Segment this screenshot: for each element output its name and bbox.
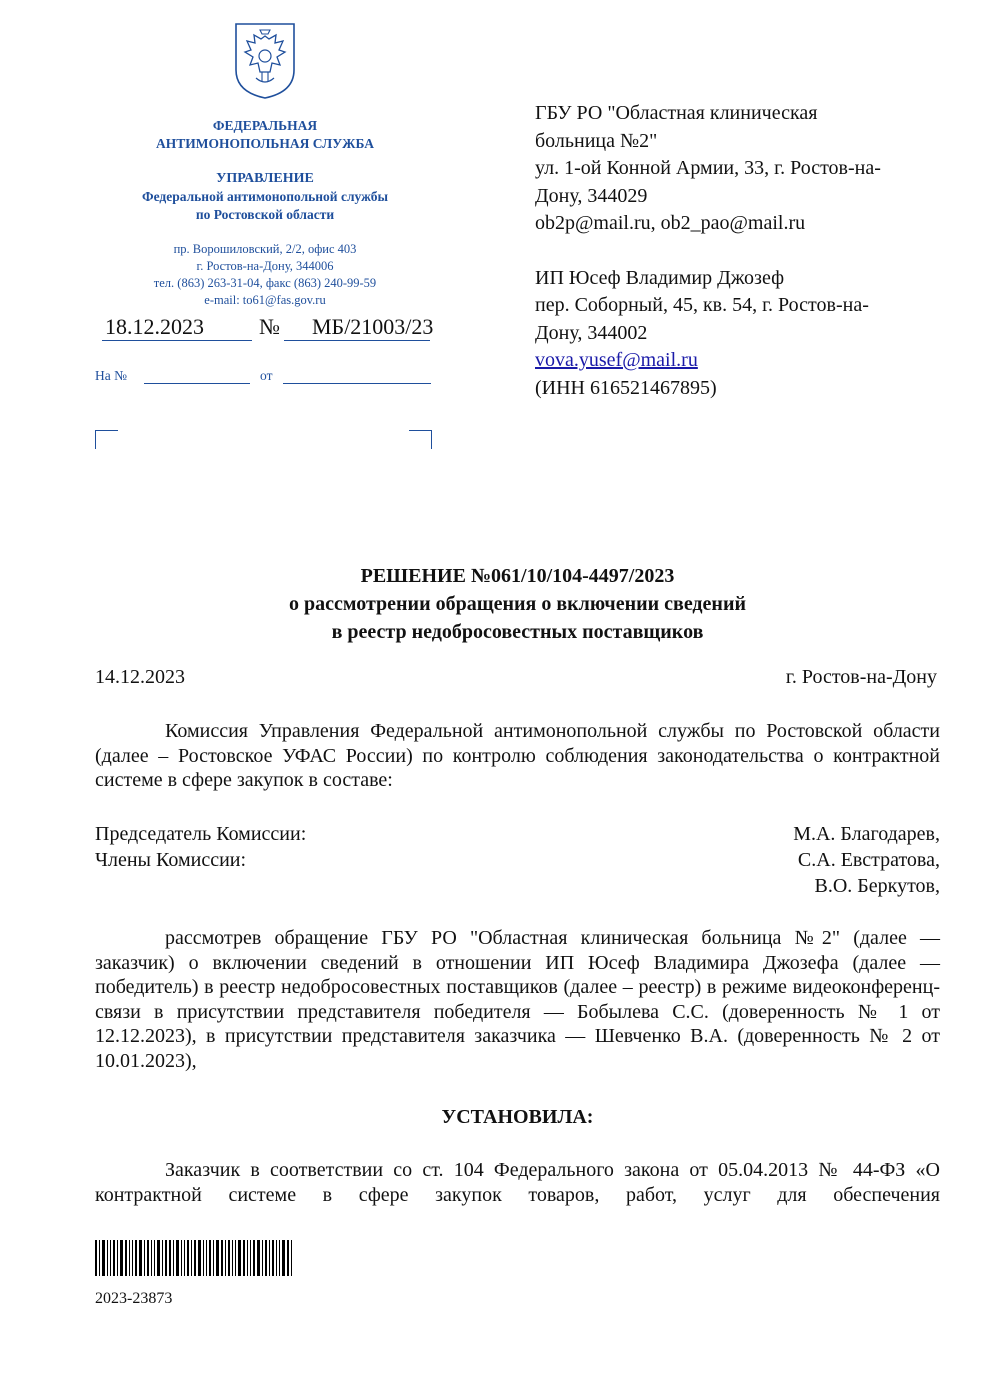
barcode-bar (279, 1240, 280, 1276)
barcode-number: 2023-23873 (95, 1290, 173, 1307)
incoming-number-label: На № (95, 368, 127, 383)
barcode-bar (144, 1240, 145, 1276)
barcode-bar (272, 1240, 274, 1276)
dept-line-2: Федеральной антимонопольной службы (141, 189, 389, 204)
barcode-bar (162, 1240, 163, 1276)
decision-title-line-3: в реестр недобросовестных поставщиков (331, 621, 704, 643)
recipient-line-2: больница №2" (535, 129, 658, 152)
barcode-bar (181, 1240, 182, 1276)
incoming-number-line (144, 383, 250, 384)
members-label: Члены Комиссии: (95, 849, 247, 871)
decision-date: 14.12.2023 (95, 666, 185, 688)
recipient-line-8: Дону, 344002 (535, 321, 648, 344)
commission-labels (95, 821, 306, 873)
barcode (95, 1240, 295, 1276)
barcode-bar (262, 1240, 263, 1276)
barcode-bar (132, 1240, 133, 1276)
address-corner-left (95, 430, 118, 449)
dept-line-3: по Ростовской области (195, 207, 335, 222)
barcode-bar (129, 1240, 130, 1276)
registration-no-sign: № (259, 314, 280, 339)
org-line-2: АНТИМОНОПОЛЬНАЯ СЛУЖБА (156, 136, 374, 151)
barcode-bar (139, 1240, 142, 1276)
barcode-bar (225, 1240, 226, 1276)
org-name (95, 117, 435, 153)
considered-paragraph: рассмотрев обращение ГБУ РО "Областная клиническая больница №2" (далее — заказчик) о включении сведений в отношении ИП Юсеф Владимира Джозефа (далее — победитель) в реестр недобросовестных поставщиков (далее – реестр) в режиме видеоконференц-связи в присутствии представителя победителя — Бобылева С.С. (доверенность № 1 от 12.12.2023), в присутствии представителя заказчика — Шевченко В.А. (доверенность № 2 от 10.01.2023), (95, 927, 940, 1072)
recipient-line-7: пер. Соборный, 45, кв. 54, г. Ростов-на- (535, 294, 869, 316)
coat-of-arms-icon (232, 22, 298, 100)
incoming-date-label: от (260, 368, 273, 383)
barcode-bar (257, 1240, 260, 1276)
barcode-bar (135, 1240, 137, 1276)
barcode-bar (191, 1240, 192, 1276)
barcode-bar (232, 1240, 233, 1276)
barcode-bar (110, 1240, 111, 1276)
barcode-bar (228, 1240, 230, 1276)
barcode-bar (117, 1240, 118, 1276)
barcode-bar (194, 1240, 196, 1276)
barcode-bar (151, 1240, 152, 1276)
member-name-2: В.О. Беркутов, (814, 875, 940, 897)
chair-name: М.А. Благодарев, (793, 823, 940, 845)
barcode-bar (95, 1240, 97, 1276)
decision-title-line-1: РЕШЕНИЕ №061/10/104-4497/2023 (360, 565, 675, 587)
barcode-bar (269, 1240, 270, 1276)
barcode-bar (213, 1240, 214, 1276)
barcode-bar (253, 1240, 255, 1276)
barcode-bar (203, 1240, 204, 1276)
addr-line-1: пр. Ворошиловский, 2/2, офис 403 (173, 242, 357, 256)
barcode-bar (276, 1240, 277, 1276)
barcode-bar (120, 1240, 123, 1276)
established-heading: УСТАНОВИЛА: (441, 1106, 594, 1128)
barcode-bar (107, 1240, 108, 1276)
barcode-bar (243, 1240, 245, 1276)
barcode-bar (238, 1240, 241, 1276)
incoming-date-line (283, 383, 431, 384)
barcode-bar (187, 1240, 189, 1276)
barcode-bar (176, 1240, 179, 1276)
barcode-bar (209, 1240, 211, 1276)
department-name (95, 170, 435, 224)
org-line-1: ФЕДЕРАЛЬНАЯ (212, 118, 318, 133)
barcode-bar (125, 1240, 127, 1276)
barcode-bar (99, 1240, 100, 1276)
barcode-bar (147, 1240, 149, 1276)
barcode-bar (184, 1240, 185, 1276)
recipient-block (535, 100, 955, 402)
last-paragraph: Заказчик в соответствии со ст. 104 Федерального закона от 05.04.2013 № 44-ФЗ «О контрактной системе в сфере закупок товаров, работ, услуг для обеспечения (95, 1159, 940, 1206)
barcode-bar (250, 1240, 251, 1276)
barcode-bar (265, 1240, 267, 1276)
barcode-bar (221, 1240, 223, 1276)
department-address (95, 241, 435, 309)
chair-label: Председатель Комиссии: (95, 823, 307, 845)
barcode-bar (102, 1240, 105, 1276)
barcode-bar (165, 1240, 167, 1276)
barcode-bar (198, 1240, 201, 1276)
addr-line-4: e-mail: to61@fas.gov.ru (204, 293, 326, 307)
barcode-bar (247, 1240, 248, 1276)
decision-city: г. Ростов-на-Дону (785, 666, 937, 688)
barcode-bar (154, 1240, 155, 1276)
recipient-inn: (ИНН 616521467895) (535, 376, 717, 399)
barcode-bar (282, 1240, 285, 1276)
barcode-bar (287, 1240, 289, 1276)
recipient-line-1: ГБУ РО "Областная клиническая (535, 102, 818, 124)
addr-line-3: тел. (863) 263-31-04, факс (863) 240-99-59 (153, 276, 377, 290)
barcode-bar (235, 1240, 236, 1276)
member-name-1: С.А. Евстратова, (797, 849, 940, 871)
barcode-bar (169, 1240, 171, 1276)
barcode-bar (206, 1240, 207, 1276)
barcode-bar (157, 1240, 160, 1276)
recipient-line-5: ob2p@mail.ru, ob2_pao@mail.ru (535, 212, 806, 234)
decision-title (95, 562, 940, 646)
recipient-email-link[interactable]: vova.yusef@mail.ru (535, 349, 698, 371)
barcode-bar (216, 1240, 219, 1276)
address-corner-right (409, 430, 432, 449)
commission-names (793, 821, 940, 899)
barcode-bar (173, 1240, 174, 1276)
decision-title-line-2: о рассмотрении обращения о включении сведений (288, 593, 746, 615)
recipient-line-6: ИП Юсеф Владимир Джозеф (535, 266, 785, 289)
registration-date: 18.12.2023 (102, 314, 252, 341)
recipient-line-3: ул. 1-ой Конной Армии, 33, г. Ростов-на- (535, 157, 881, 179)
barcode-bar (291, 1240, 292, 1276)
recipient-line-4: Дону, 344029 (535, 184, 648, 207)
registration-number: МБ/21003/23 (284, 314, 430, 341)
barcode-bar (113, 1240, 115, 1276)
dept-line-1: УПРАВЛЕНИЕ (216, 171, 314, 186)
intro-paragraph: Комиссия Управления Федеральной антимонопольной службы по Ростовской области (далее – Ростовское УФАС России) по контролю соблюдения законодательства о контрактной системе в сфере закупок в составе: (95, 720, 940, 791)
addr-line-2: г. Ростов-на-Дону, 344006 (196, 259, 334, 273)
